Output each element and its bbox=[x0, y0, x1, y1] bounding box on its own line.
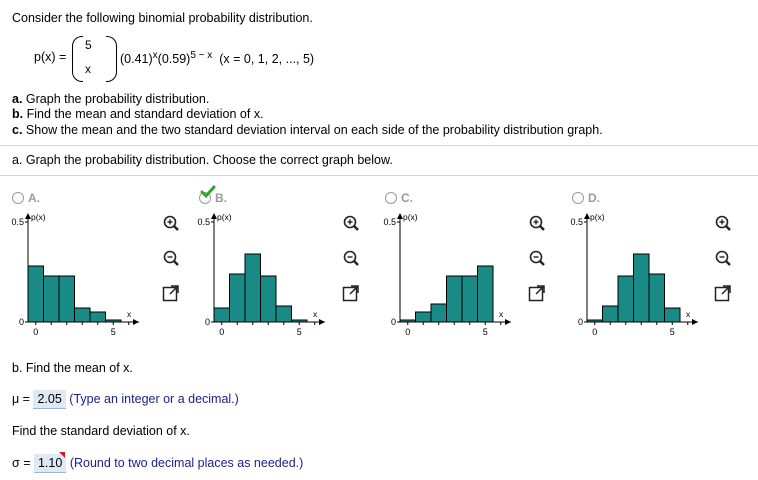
option-b-label: B. bbox=[215, 191, 227, 205]
separator-1 bbox=[0, 145, 758, 146]
option-c-tools bbox=[528, 214, 548, 319]
bar-x3 bbox=[261, 276, 277, 322]
binomial-formula bbox=[34, 36, 374, 84]
zoom-out-icon[interactable] bbox=[342, 249, 360, 267]
pop-out-icon[interactable] bbox=[342, 284, 360, 302]
bar-x4 bbox=[649, 274, 665, 322]
x-tick-label-5: 5 bbox=[482, 327, 488, 337]
binom-bottom: x bbox=[85, 62, 91, 76]
option-d-tools bbox=[714, 214, 734, 319]
chart-option-c bbox=[383, 210, 536, 342]
chart-option-a bbox=[11, 210, 164, 342]
bar-x4 bbox=[276, 306, 292, 322]
zoom-out-icon[interactable] bbox=[714, 249, 732, 267]
x-tick-label-0: 0 bbox=[405, 327, 411, 337]
chart-option-b bbox=[197, 210, 350, 342]
x-tick-label-5: 5 bbox=[296, 327, 302, 337]
x-axis-label: x bbox=[313, 309, 318, 319]
bar-x1 bbox=[44, 276, 60, 322]
y-tick-label-bottom: 0 bbox=[18, 317, 24, 327]
binom-left-paren bbox=[72, 36, 83, 82]
y-tick-label-bottom: 0 bbox=[390, 317, 396, 327]
pop-out-icon[interactable] bbox=[528, 284, 546, 302]
sd-prompt: Find the standard deviation of x. bbox=[12, 424, 190, 438]
y-tick-label-bottom: 0 bbox=[204, 317, 210, 327]
question-intro: Consider the following binomial probability distribution. bbox=[12, 11, 313, 25]
x-axis-label: x bbox=[127, 309, 132, 319]
y-axis-label: p(x) bbox=[403, 212, 418, 222]
option-a-tools bbox=[162, 214, 182, 319]
y-tick-label-top: 0.5 bbox=[570, 217, 583, 227]
option-d[interactable] bbox=[572, 191, 600, 205]
y-tick-label-bottom: 0 bbox=[577, 317, 583, 327]
zoom-out-icon[interactable] bbox=[162, 249, 180, 267]
bar-x5 bbox=[478, 266, 494, 322]
part-c-instruction: c. Show the mean and the two standard deviation interval on each side of the probability distribution graph. bbox=[12, 123, 603, 137]
correct-check-icon bbox=[201, 186, 215, 198]
zoom-in-icon[interactable] bbox=[162, 214, 180, 232]
mean-hint: (Type an integer or a decimal.) bbox=[69, 392, 239, 406]
binom-right-paren bbox=[106, 36, 117, 82]
bar-x1 bbox=[230, 274, 246, 322]
option-a-label: A. bbox=[28, 191, 40, 205]
option-d-label: D. bbox=[588, 191, 600, 205]
x-axis-arrow bbox=[133, 319, 139, 325]
option-a[interactable] bbox=[12, 191, 40, 205]
bar-x4 bbox=[462, 276, 478, 322]
x-axis-label: x bbox=[686, 309, 691, 319]
sd-answer-row bbox=[12, 454, 303, 473]
y-axis-label: p(x) bbox=[217, 212, 232, 222]
x-tick-label-0: 0 bbox=[219, 327, 225, 337]
mean-symbol: μ = bbox=[12, 392, 30, 406]
bar-x2 bbox=[245, 254, 261, 322]
part-b-prompt: b. Find the mean of x. bbox=[12, 361, 133, 375]
pop-out-icon[interactable] bbox=[714, 284, 732, 302]
bar-x2 bbox=[618, 276, 634, 322]
bar-x2 bbox=[59, 276, 75, 322]
bar-x0 bbox=[214, 308, 230, 322]
x-axis-label: x bbox=[499, 309, 504, 319]
x-tick-label-0: 0 bbox=[592, 327, 598, 337]
x-axis-arrow bbox=[505, 319, 511, 325]
y-axis-label: p(x) bbox=[590, 212, 605, 222]
separator-2 bbox=[0, 175, 758, 176]
y-tick-label-top: 0.5 bbox=[197, 217, 210, 227]
pop-out-icon[interactable] bbox=[162, 284, 180, 302]
part-a-instruction: a. Graph the probability distribution. bbox=[12, 92, 210, 106]
part-a-prompt: a. Graph the probability distribution. Choose the correct graph below. bbox=[12, 153, 393, 167]
bar-x0 bbox=[28, 266, 44, 322]
option-c[interactable] bbox=[385, 191, 413, 205]
x-axis-arrow bbox=[319, 319, 325, 325]
zoom-in-icon[interactable] bbox=[342, 214, 360, 232]
bar-x3 bbox=[634, 254, 650, 322]
option-a-radio[interactable] bbox=[12, 192, 24, 204]
sd-answer-field[interactable]: 1.10 bbox=[34, 454, 66, 473]
option-b-tools bbox=[342, 214, 362, 319]
bar-x1 bbox=[416, 312, 432, 322]
bar-x5 bbox=[665, 308, 681, 322]
mean-answer-row bbox=[12, 390, 239, 409]
option-c-label: C. bbox=[401, 191, 413, 205]
part-b-instruction: b. Find the mean and standard deviation of x. bbox=[12, 107, 264, 121]
bar-x1 bbox=[603, 306, 619, 322]
x-tick-label-5: 5 bbox=[110, 327, 116, 337]
sd-hint: (Round to two decimal places as needed.) bbox=[69, 456, 304, 470]
option-d-radio[interactable] bbox=[572, 192, 584, 204]
bar-x3 bbox=[447, 276, 463, 322]
binom-top: 5 bbox=[85, 38, 92, 52]
x-axis-arrow bbox=[692, 319, 698, 325]
bar-x4 bbox=[90, 312, 106, 322]
y-tick-label-top: 0.5 bbox=[11, 217, 24, 227]
mean-answer-field[interactable]: 2.05 bbox=[33, 390, 65, 409]
option-c-radio[interactable] bbox=[385, 192, 397, 204]
x-tick-label-5: 5 bbox=[669, 327, 675, 337]
y-axis-label: p(x) bbox=[31, 212, 46, 222]
x-tick-label-0: 0 bbox=[33, 327, 39, 337]
bar-x3 bbox=[75, 308, 91, 322]
formula-lhs: p(x) = bbox=[34, 50, 67, 64]
zoom-out-icon[interactable] bbox=[528, 249, 546, 267]
y-tick-label-top: 0.5 bbox=[383, 217, 396, 227]
incorrect-flag-icon bbox=[59, 452, 65, 458]
zoom-in-icon[interactable] bbox=[714, 214, 732, 232]
sd-symbol: σ = bbox=[12, 456, 31, 470]
bar-x2 bbox=[431, 304, 447, 322]
formula-term1: $(0.41)^x(0.59)^{5 - x}$ (x = 0, 1, 2, ..., 5) bbox=[120, 50, 315, 67]
zoom-in-icon[interactable] bbox=[528, 214, 546, 232]
chart-option-d bbox=[570, 210, 723, 342]
